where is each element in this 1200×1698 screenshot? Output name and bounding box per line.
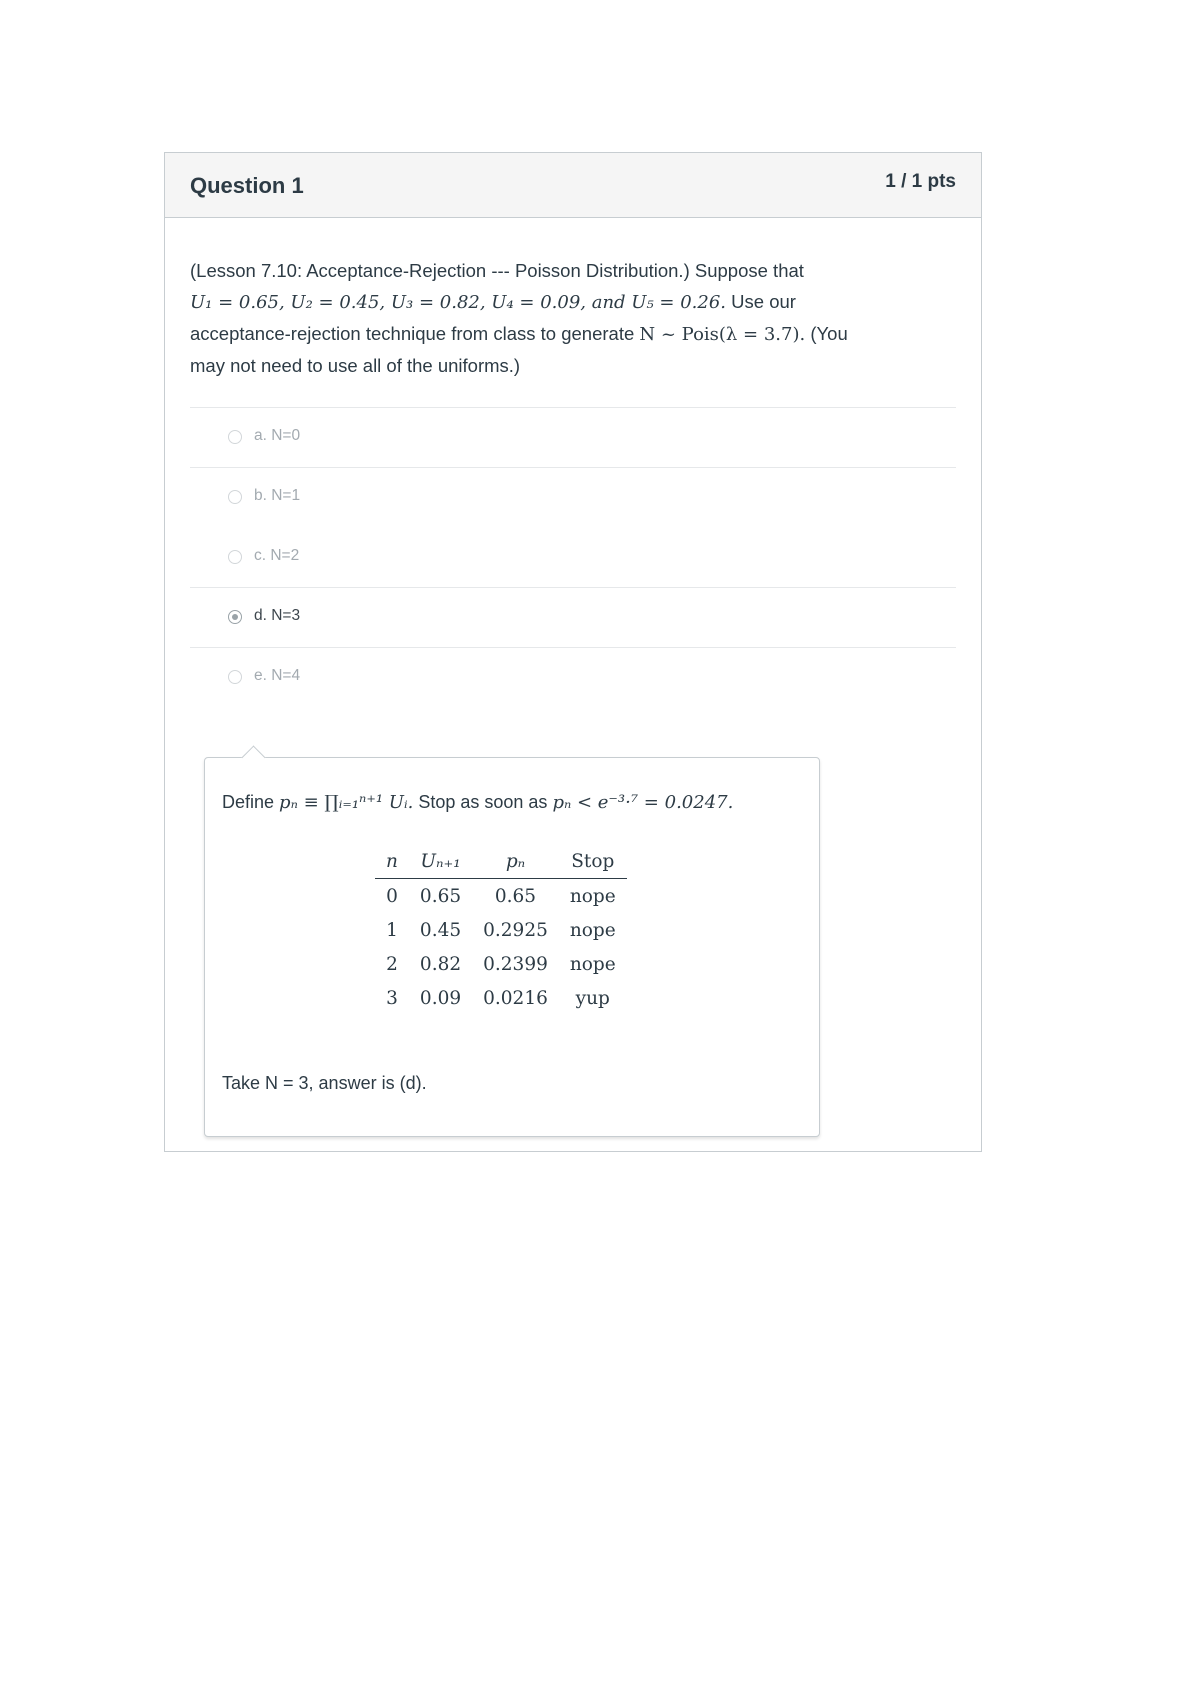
table-cell: 0.65: [494, 885, 537, 907]
question-points: 1 / 1 pts: [885, 171, 956, 192]
table-cell: 0: [386, 885, 398, 907]
radio-button[interactable]: [228, 670, 242, 684]
answer-label: a. N=0: [254, 427, 301, 444]
answer-option-d[interactable]: [190, 587, 956, 647]
question-card: [164, 152, 982, 1152]
question-uniforms-line: [190, 286, 950, 318]
answer-label: b. N=1: [254, 487, 301, 504]
method-suffix: (You: [810, 323, 848, 344]
table-row: [375, 947, 627, 981]
answer-option-e[interactable]: [190, 647, 956, 707]
column-header: Stop: [559, 844, 627, 879]
table-cell: 0.0216: [483, 987, 548, 1009]
table-cell: 0.45: [419, 919, 462, 941]
column-header: pₙ: [472, 844, 559, 879]
question-header: [165, 153, 981, 218]
table-cell: yup: [575, 987, 610, 1009]
table-cell: 2: [386, 953, 398, 975]
table-cell: 0.2925: [483, 919, 548, 941]
table-cell: nope: [569, 919, 616, 941]
question-method-line: [190, 318, 950, 350]
definition-line: [222, 792, 733, 813]
question-note: may not need to use all of the uniforms.): [190, 355, 521, 376]
table-cell: 0.2399: [483, 953, 548, 975]
table-row: [375, 913, 627, 947]
stop-formula: pₙ < e⁻³·⁷ = 0.0247.: [552, 792, 734, 813]
method-prefix: acceptance-rejection technique from class to generate: [190, 323, 635, 344]
table-cell: 0.82: [419, 953, 462, 975]
answer-option-b[interactable]: [190, 467, 956, 527]
radio-button[interactable]: [228, 490, 242, 504]
column-header: Uₙ₊₁: [409, 844, 472, 879]
radio-button[interactable]: [228, 550, 242, 564]
table-cell: 0.65: [419, 885, 462, 907]
answer-label: d. N=3: [254, 607, 301, 624]
answer-label: e. N=4: [254, 667, 301, 684]
answer-option-a[interactable]: [190, 407, 956, 467]
define-prefix: Define: [222, 792, 275, 812]
stop-text: Stop as soon as: [418, 792, 548, 812]
table-cell: 3: [386, 987, 398, 1009]
table-row: [375, 879, 627, 914]
solution-table: [375, 844, 627, 1015]
question-title: Question 1: [190, 173, 304, 198]
distribution-formula: N ~ Pois(λ = 3.7).: [639, 324, 806, 345]
question-text: [190, 255, 950, 381]
uniforms-suffix: Use our: [731, 291, 796, 312]
table-row: [375, 981, 627, 1015]
callout-arrow: [241, 745, 265, 769]
answer-option-c[interactable]: [190, 527, 956, 587]
table-cell: 1: [386, 919, 398, 941]
answer-comment-box: [204, 757, 820, 1137]
radio-button[interactable]: [228, 430, 242, 444]
uniforms-values: U₁ = 0.65, U₂ = 0.45, U₃ = 0.82, U₄ = 0.09, and U₅ = 0.26.: [190, 292, 727, 313]
table-cell: nope: [569, 953, 616, 975]
table-cell: nope: [569, 885, 616, 907]
answer-list: [190, 407, 956, 707]
answer-label: c. N=2: [254, 547, 300, 564]
table-header-row: [375, 844, 627, 879]
column-header: n: [375, 844, 409, 879]
table-cell: 0.09: [419, 987, 462, 1009]
radio-button-selected[interactable]: [228, 610, 242, 624]
question-intro: (Lesson 7.10: Acceptance-Rejection --- Poisson Distribution.) Suppose that: [190, 260, 804, 281]
product-formula: pₙ ≡ ∏ᵢ₌₁ⁿ⁺¹ Uᵢ.: [279, 792, 414, 813]
solution-conclusion: Take N = 3, answer is (d).: [222, 1073, 427, 1093]
